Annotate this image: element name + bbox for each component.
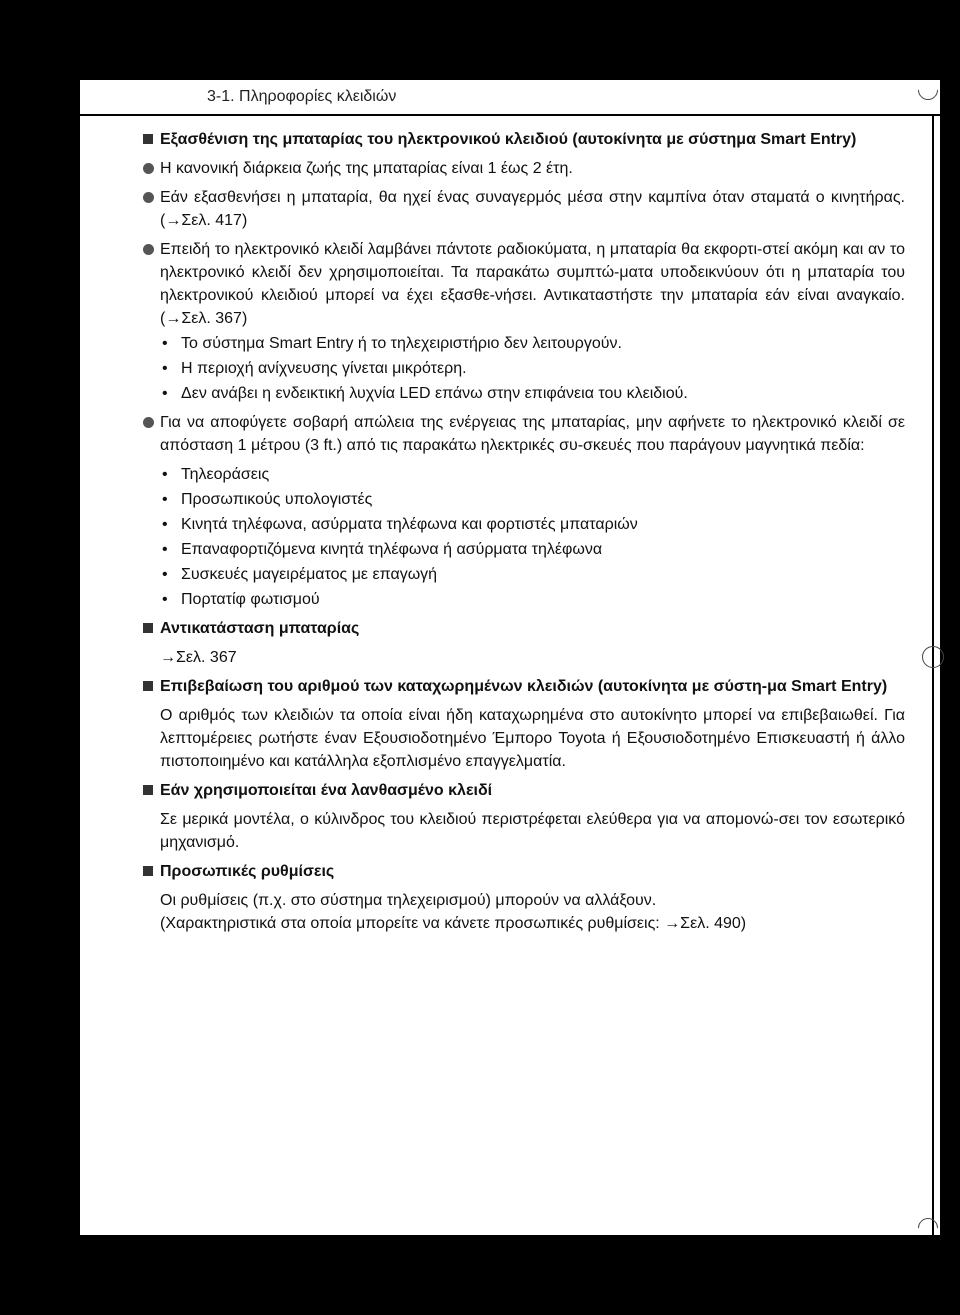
list-item: Επειδή το ηλεκτρονικό κλειδί λαμβάνει πάντοτε ραδιοκύματα, η μπαταρία θα εκφορτι-στεί ακόμη και αν το ηλεκτρονικό κλειδί δεν χρησιμοποιείται. Τα παρακάτω συμπτώ-ματα υποδεικνύουν ότι η μπαταρία του ηλεκτρονικού κλειδιού μπορεί να έχει εξασθε-νήσει. Αντικαταστήστε την μπαταρία εάν είναι αναγκαίο. (→Σελ. 367) (135, 238, 905, 330)
device-item: • Συσκευές μαγειρέματος με επαγωγή (135, 563, 905, 586)
device-item: • Προσωπικούς υπολογιστές (135, 488, 905, 511)
page-reference-link[interactable]: →Σελ. 367 (160, 649, 237, 666)
bullet-dot: • (162, 385, 168, 402)
bullet-dot: • (162, 360, 168, 377)
bullet-dot: • (162, 541, 168, 558)
list-item: Η κανονική διάρκεια ζωής της μπαταρίας είναι 1 έως 2 έτη. (135, 157, 905, 180)
square-bullet-icon (143, 681, 153, 691)
margin-divider (932, 116, 934, 1235)
list-item: Εάν εξασθενήσει η μπαταρία, θα ηχεί ένας συναγερμός μέσα στην καμπίνα όταν σταματά ο κινητήρας. (→Σελ. 417) (135, 186, 905, 232)
section-paragraph: Σε μερικά μοντέλα, ο κύλινδρος του κλειδιού περιστρέφεται ελεύθερα για να απομονώ-σει τον εσωτερικό μηχανισμό. (160, 811, 905, 851)
section-heading: Εάν χρησιμοποιείται ένα λανθασμένο κλειδί (135, 779, 905, 802)
page-header-title: 3-1. Πληροφορίες κλειδιών (207, 88, 397, 105)
square-bullet-icon (143, 866, 153, 876)
page-header (80, 80, 940, 114)
circle-bullet-icon (143, 417, 154, 428)
section-paragraph: Ο αριθμός των κλειδιών τα οποία είναι ήδη καταχωρημένα στο αυτοκίνητο μπορεί να επιβεβαιωθεί. Για λεπτομέρειες ρωτήστε έναν Εξουσιοδοτημένο Έμπορο Toyota ή Εξουσιοδοτημένο Επισκευαστή ή άλλο πιστοποιημένο και κατάλληλα εξοπλισμένο επαγγελματία. (160, 707, 905, 770)
manual-page (80, 80, 940, 1235)
symptom-item: • Το σύστημα Smart Entry ή το τηλεχειριστήριο δεν λειτουργούν. (135, 332, 905, 355)
symptom-item: • Η περιοχή ανίχνευσης γίνεται μικρότερη. (135, 357, 905, 380)
section-paragraph: Οι ρυθμίσεις (π.χ. στο σύστημα τηλεχειρισμού) μπορούν να αλλάξουν. (160, 892, 657, 909)
registration-mark-icon (922, 646, 944, 668)
bullet-dot: • (162, 591, 168, 608)
section-paragraph: (Χαρακτηριστικά στα οποία μπορείτε να κάνετε προσωπικές ρυθμίσεις: →Σελ. 490) (160, 915, 747, 932)
header-divider (80, 114, 940, 116)
square-bullet-icon (143, 785, 153, 795)
bullet-dot: • (162, 466, 168, 483)
bullet-dot: • (162, 491, 168, 508)
section-heading: Επιβεβαίωση του αριθμού των καταχωρημένων κλειδιών (αυτοκίνητα με σύστη-μα Smart Entry) (135, 675, 905, 698)
circle-bullet-icon (143, 192, 154, 203)
device-item: • Πορτατίφ φωτισμού (135, 588, 905, 611)
bullet-dot: • (162, 335, 168, 352)
symptom-item: • Δεν ανάβει η ενδεικτική λυχνία LED επάνω στην επιφάνεια του κλειδιού. (135, 382, 905, 405)
section-heading: Προσωπικές ρυθμίσεις (135, 860, 905, 883)
square-bullet-icon (143, 623, 153, 633)
square-bullet-icon (143, 134, 153, 144)
bullet-dot: • (162, 566, 168, 583)
page-content (135, 122, 905, 935)
list-item: Για να αποφύγετε σοβαρή απώλεια της ενέργειας της μπαταρίας, μην αφήνετε το ηλεκτρονικό κλειδί σε απόσταση 1 μέτρου (3 ft.) από τις παρακάτω ηλεκτρικές συ-σκευές που παράγουν μαγνητικά πεδία: (135, 411, 905, 457)
section-heading: Εξασθένιση της μπαταρίας του ηλεκτρονικού κλειδιού (αυτοκίνητα με σύστημα Smart Entry) (135, 128, 905, 151)
device-item: • Κινητά τηλέφωνα, ασύρματα τηλέφωνα και φορτιστές μπαταριών (135, 513, 905, 536)
device-item: • Τηλεοράσεις (135, 463, 905, 486)
circle-bullet-icon (143, 163, 154, 174)
section-heading: Αντικατάσταση μπαταρίας (135, 617, 905, 640)
circle-bullet-icon (143, 244, 154, 255)
crop-mark-icon (914, 1214, 942, 1242)
device-item: • Επαναφορτιζόμενα κινητά τηλέφωνα ή ασύρματα τηλέφωνα (135, 538, 905, 561)
bullet-dot: • (162, 516, 168, 533)
